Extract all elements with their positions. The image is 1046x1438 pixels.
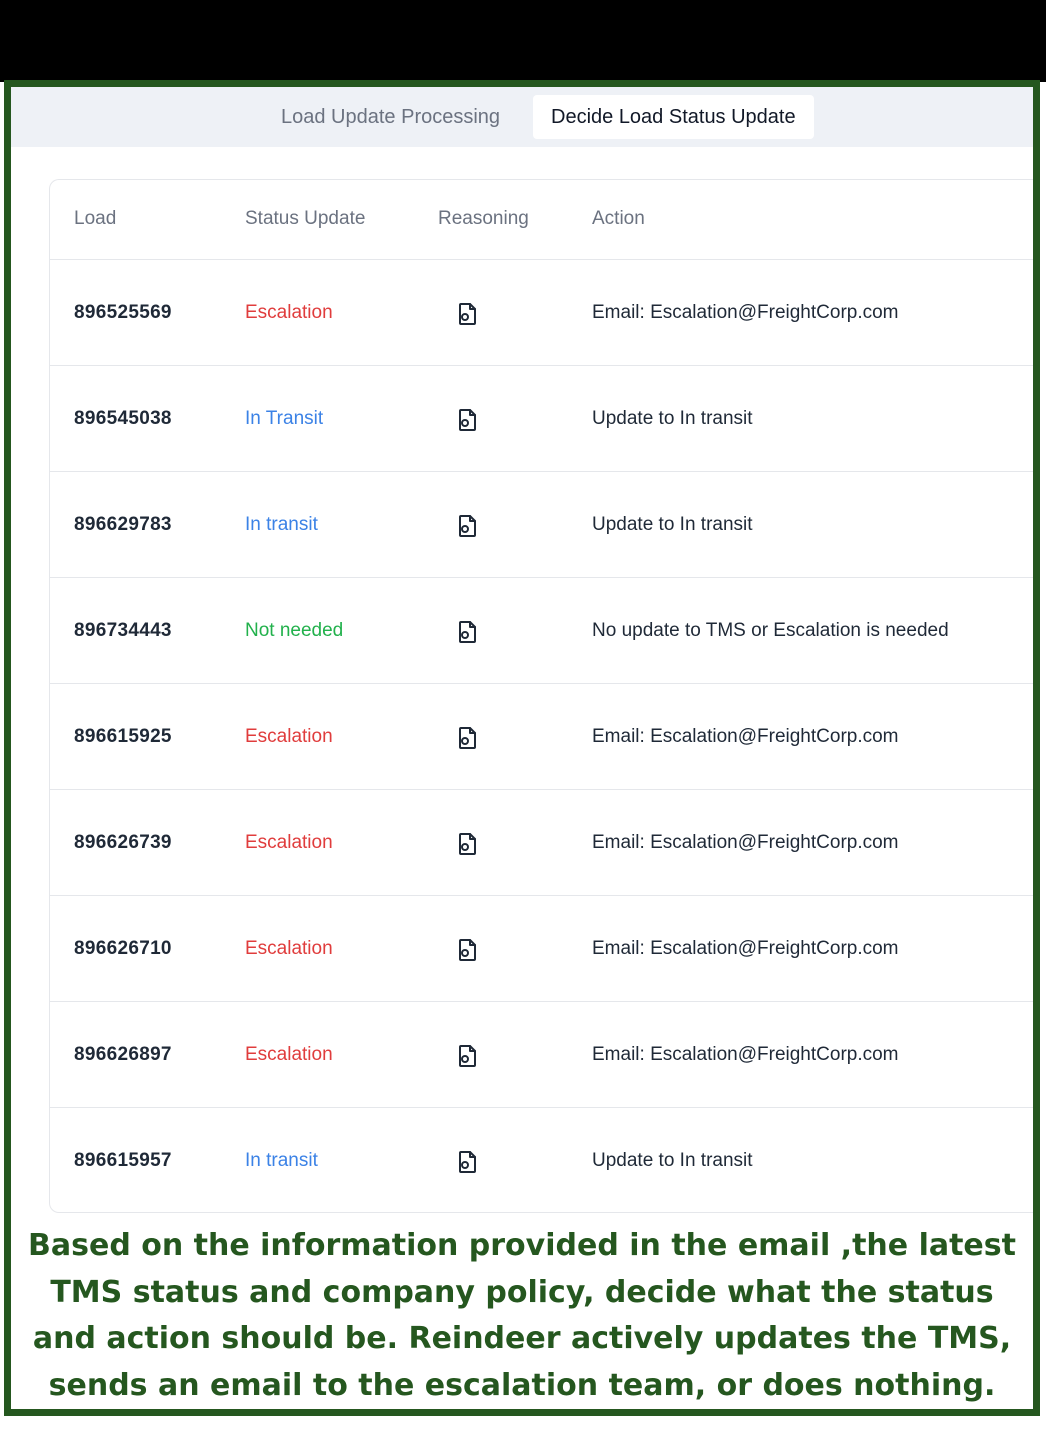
action-text: Email: Escalation@FreightCorp.com — [592, 1044, 899, 1065]
load-id: 896626710 — [74, 938, 172, 959]
document-icon[interactable] — [456, 620, 478, 644]
status-update: Not needed — [245, 620, 344, 641]
table-row — [50, 684, 1039, 790]
document-icon[interactable] — [456, 1150, 478, 1174]
document-icon[interactable] — [456, 726, 478, 750]
column-header-reasoning: Reasoning — [438, 208, 529, 229]
action-text: Update to In transit — [592, 1150, 753, 1171]
status-update: Escalation — [245, 302, 333, 323]
load-status-table — [49, 179, 1039, 1213]
caption-line: TMS status and company policy, decide what the status — [50, 1274, 994, 1310]
column-header-status-update: Status Update — [245, 208, 366, 229]
status-update: In transit — [245, 514, 318, 535]
tab-load-update-processing[interactable]: Load Update Processing — [281, 106, 501, 128]
table-row — [50, 366, 1039, 472]
screenshot-frame — [4, 80, 1040, 1416]
status-update: In Transit — [245, 408, 324, 429]
document-icon[interactable] — [456, 832, 478, 856]
top-black-bar — [0, 0, 1046, 82]
load-id: 896626739 — [74, 832, 172, 853]
table-row — [50, 896, 1039, 1002]
document-icon[interactable] — [456, 1044, 478, 1068]
tab-bar — [11, 87, 1033, 147]
load-id: 896626897 — [74, 1044, 172, 1065]
table-header — [50, 180, 1039, 260]
action-text: Email: Escalation@FreightCorp.com — [592, 302, 899, 323]
load-id: 896615957 — [74, 1150, 172, 1171]
column-header-load: Load — [74, 208, 117, 229]
action-text: Email: Escalation@FreightCorp.com — [592, 832, 899, 853]
load-id: 896525569 — [74, 302, 172, 323]
table-row — [50, 260, 1039, 366]
tab-decide-load-status-update[interactable]: Decide Load Status Update — [533, 95, 814, 139]
document-icon[interactable] — [456, 514, 478, 538]
load-id: 896545038 — [74, 408, 172, 429]
column-header-action: Action — [592, 208, 645, 229]
action-text: No update to TMS or Escalation is needed — [592, 620, 949, 641]
document-icon[interactable] — [456, 938, 478, 962]
load-id: 896734443 — [74, 620, 172, 641]
table-row — [50, 578, 1039, 684]
action-text: Update to In transit — [592, 408, 753, 429]
caption-line: Based on the information provided in the email ,the latest — [28, 1228, 1016, 1263]
action-text: Update to In transit — [592, 514, 753, 535]
status-update: Escalation — [245, 832, 333, 853]
caption-line: and action should be. Reindeer actively updates the TMS, — [32, 1321, 1012, 1356]
load-id: 896629783 — [74, 514, 172, 535]
document-icon[interactable] — [456, 408, 478, 432]
document-icon[interactable] — [456, 302, 478, 326]
status-update: Escalation — [245, 726, 333, 747]
action-text: Email: Escalation@FreightCorp.com — [592, 726, 899, 747]
status-update: Escalation — [245, 938, 333, 959]
table-row — [50, 1002, 1039, 1108]
status-update: In transit — [245, 1150, 318, 1171]
table-row — [50, 790, 1039, 896]
table-row — [50, 472, 1039, 578]
caption-text — [21, 1223, 1023, 1409]
status-update: Escalation — [245, 1044, 333, 1065]
load-id: 896615925 — [74, 726, 172, 747]
caption-line: sends an email to the escalation team, or does nothing. — [48, 1367, 996, 1403]
action-text: Email: Escalation@FreightCorp.com — [592, 938, 899, 959]
table-row — [50, 1108, 1039, 1214]
